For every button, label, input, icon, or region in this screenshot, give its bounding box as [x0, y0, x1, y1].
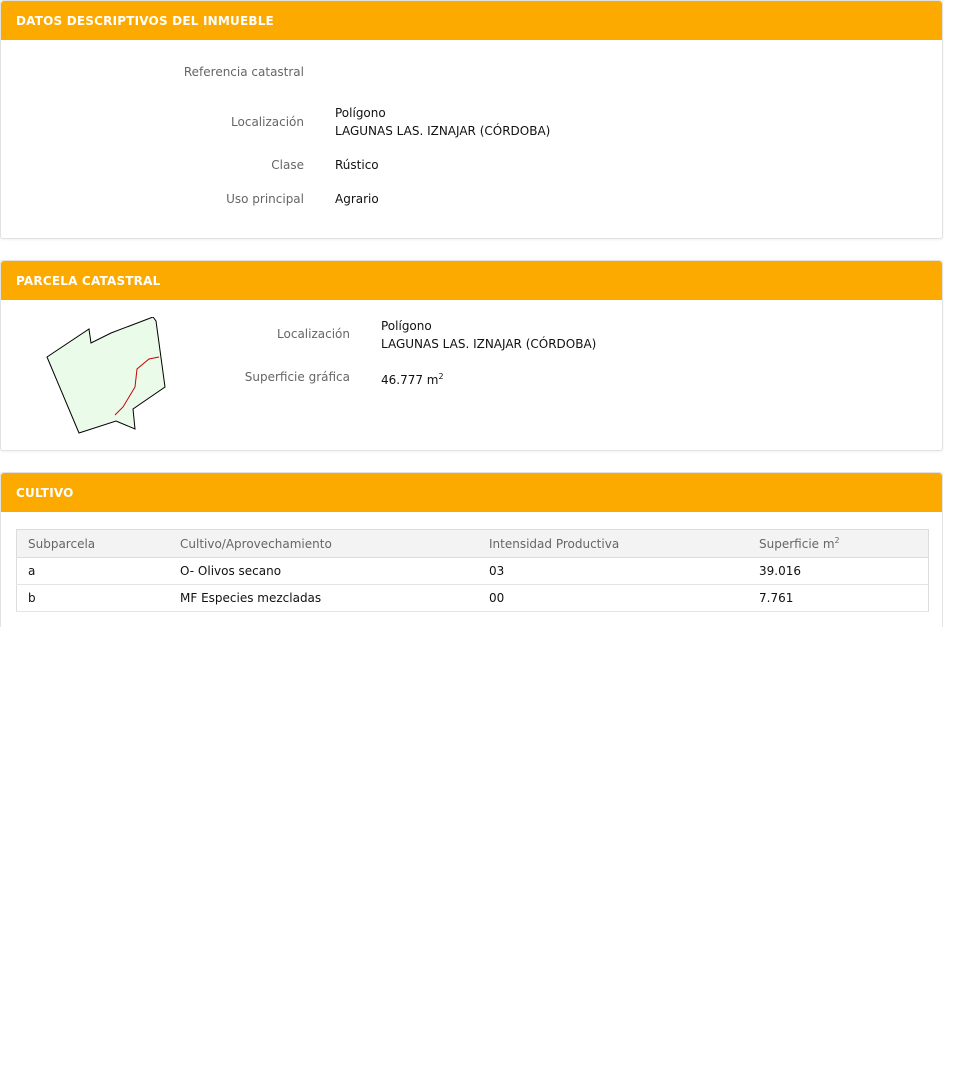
clase-label: Clase — [271, 158, 304, 172]
parcel-shape — [47, 317, 165, 433]
row-intensidad: 03 — [478, 558, 748, 585]
localizacion-value — [335, 104, 550, 140]
row-superficie: 7.761 — [748, 585, 929, 612]
col-subparcela-header: Subparcela — [17, 530, 170, 558]
parcela-localizacion-label: Localización — [277, 327, 350, 341]
superficie-grafica-exp: 2 — [438, 372, 444, 381]
table-row — [17, 585, 929, 612]
parcela-localizacion-line2: LAGUNAS LAS. IZNAJAR (CÓRDOBA) — [381, 337, 597, 351]
col-superficie-header-exp: 2 — [834, 536, 840, 545]
parcel-map[interactable] — [41, 317, 171, 437]
cultivo-panel — [0, 472, 943, 627]
superficie-grafica-number: 46.777 m — [381, 373, 439, 387]
parcela-localizacion-value — [381, 317, 596, 353]
cultivo-table-header-row — [17, 530, 929, 558]
col-superficie-header — [748, 530, 929, 558]
uso-label: Uso principal — [226, 192, 304, 206]
table-row — [17, 558, 929, 585]
cultivo-title: CULTIVO — [16, 485, 74, 500]
row-subparcela: a — [17, 558, 170, 585]
cultivo-header — [1, 473, 942, 512]
parcela-header — [1, 261, 942, 300]
parcela-panel — [0, 260, 943, 451]
row-superficie: 39.016 — [748, 558, 929, 585]
row-subparcela: b — [17, 585, 170, 612]
inmueble-panel — [0, 0, 943, 239]
superficie-grafica-label: Superficie gráfica — [244, 370, 350, 384]
localizacion-label: Localización — [231, 115, 304, 129]
ref-catastral-label: Referencia catastral — [183, 65, 304, 79]
clase-value: Rústico — [335, 158, 379, 172]
cultivo-table — [16, 529, 929, 612]
parcela-localizacion-line1: Polígono — [381, 319, 432, 333]
uso-value: Agrario — [335, 192, 379, 206]
row-cultivo: O- Olivos secano — [169, 558, 478, 585]
row-intensidad: 00 — [478, 585, 748, 612]
inmueble-header — [1, 1, 942, 40]
localizacion-line2: LAGUNAS LAS. IZNAJAR (CÓRDOBA) — [335, 124, 551, 138]
col-intensidad-header: Intensidad Productiva — [478, 530, 748, 558]
localizacion-line1: Polígono — [335, 106, 386, 120]
parcela-title: PARCELA CATASTRAL — [16, 273, 161, 288]
col-superficie-header-text: Superficie m — [759, 537, 835, 551]
row-cultivo: MF Especies mezcladas — [169, 585, 478, 612]
col-cultivo-header: Cultivo/Aprovechamiento — [169, 530, 478, 558]
inmueble-title: DATOS DESCRIPTIVOS DEL INMUEBLE — [16, 13, 274, 28]
superficie-grafica-value — [381, 368, 444, 389]
